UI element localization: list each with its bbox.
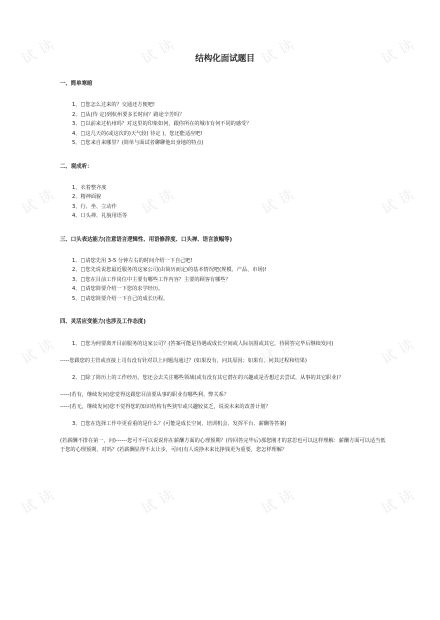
list-item: 3、□以前来过杭州吗？对这里的印象如何，跟你所在的城市有何不同的感受？ — [72, 121, 252, 127]
list-item: 3、□您在目前工作岗位中主要有哪些工作内容？主要的顾客有哪些？ — [72, 276, 231, 283]
section-heading: 一、简单寒暄 — [60, 81, 93, 87]
section-heading: 三、口头表达能力(注意语言逻辑性、用语修辞度、口头禅、语言波幅等) — [60, 236, 233, 243]
watermark: 试读 — [139, 483, 182, 518]
list-item: 2、□您先说说您最近服务的这家公司(由简历而定)的基本情况吧(规模、产品、市场)! — [72, 267, 267, 273]
watermark: 试读 — [259, 483, 302, 518]
list-item: 1、衣着整齐度 — [72, 184, 107, 191]
watermark: 试读 — [139, 33, 182, 68]
list-item: 1、□请您先用 3-5 分钟左右的时间介绍一下自己吧! — [72, 257, 193, 264]
list-item: 1、□您怎么过来的？交通还方便吧! — [72, 102, 155, 108]
list-item: 4、口头禅、礼貌用语等 — [72, 213, 128, 219]
list-item: 2、精神面貌 — [72, 194, 102, 200]
paragraph: 2、□除了简历上的工作经历，您还会去关注哪些领域(或有没有其它潜在的兴趣或是否想过去尝试、从事的其它职业)？ — [72, 375, 344, 381]
watermark: 试读 — [379, 183, 422, 218]
document-page — [60, 52, 390, 463]
section-heading: 二、观成听： — [60, 163, 93, 170]
paragraph: (若薪酬不排在第一，问)------您可不可以说说你在薪酬方面的心理预期？(待回答完毕后)那您刚才的意思也可以这样理解：薪酬方面可以适当低于您的心理预期，对吗？(若薪酬显得不太让步，可问)有人说挣未来比挣钱更为重要，您怎样理解？ — [60, 438, 386, 453]
watermark: 试读 — [19, 183, 62, 218]
watermark: 试读 — [259, 183, 302, 218]
document-title: 结构化面试题目 — [195, 54, 255, 64]
paragraph: -----(若无，继续发问)您不觉得您的知识结构有些狭窄或兴趣较贫乏，说说未来的改善计划？ — [60, 404, 271, 410]
watermark: 试读 — [379, 483, 422, 518]
paragraph: 1、□您为何要离开目前服务的这家公司？(答案可能是待遇或成长空间或人际氛围或其它，待回答完毕后继续发问) — [72, 341, 334, 347]
paragraph: -----(若有，继续发问)您觉得这跟您目前要从事的职业有哪些利、弊关系？ — [60, 392, 230, 398]
paragraph: -----您跟您的主管或直接上司有没有针对以上问题沟通过？(如果没有，问其原因；如果有，问其过程和结果) — [60, 358, 307, 364]
paragraph: 3、□您在选择工作中更看重的是什么？(可能是成长空间、培训机会、发挥平台、薪酬等答案) — [72, 421, 287, 427]
watermark: 试读 — [139, 183, 182, 218]
list-item: 5、□您来自来哪里？(简单与面试者聊聊他出身地的特点) — [72, 140, 204, 146]
watermark: 试读 — [19, 333, 62, 368]
watermark: 试读 — [259, 333, 302, 368]
watermark: 试读 — [379, 333, 422, 368]
list-item: 3、行、坐、立动作 — [72, 203, 117, 210]
section-heading: 四、灵活应变能力(也涉及工作态度) — [60, 319, 146, 325]
list-item: 5、□请您简要介绍一下自己的成长历程。 — [72, 295, 169, 302]
list-item: 4、□请您简要介绍一下您的求学经历。 — [72, 286, 164, 292]
watermark: 试读 — [259, 33, 302, 68]
watermark: 试读 — [19, 33, 62, 68]
watermark: 试读 — [19, 483, 62, 518]
watermark: 试读 — [379, 33, 422, 68]
watermark: 试读 — [139, 333, 182, 368]
list-item: 2、□从(待 定)到杭州要多长时间？路途辛苦吗？ — [72, 111, 185, 118]
list-item: 4、□这几天的(或这次的)天气较( 待定 )，您还能适应吧! — [72, 130, 203, 137]
